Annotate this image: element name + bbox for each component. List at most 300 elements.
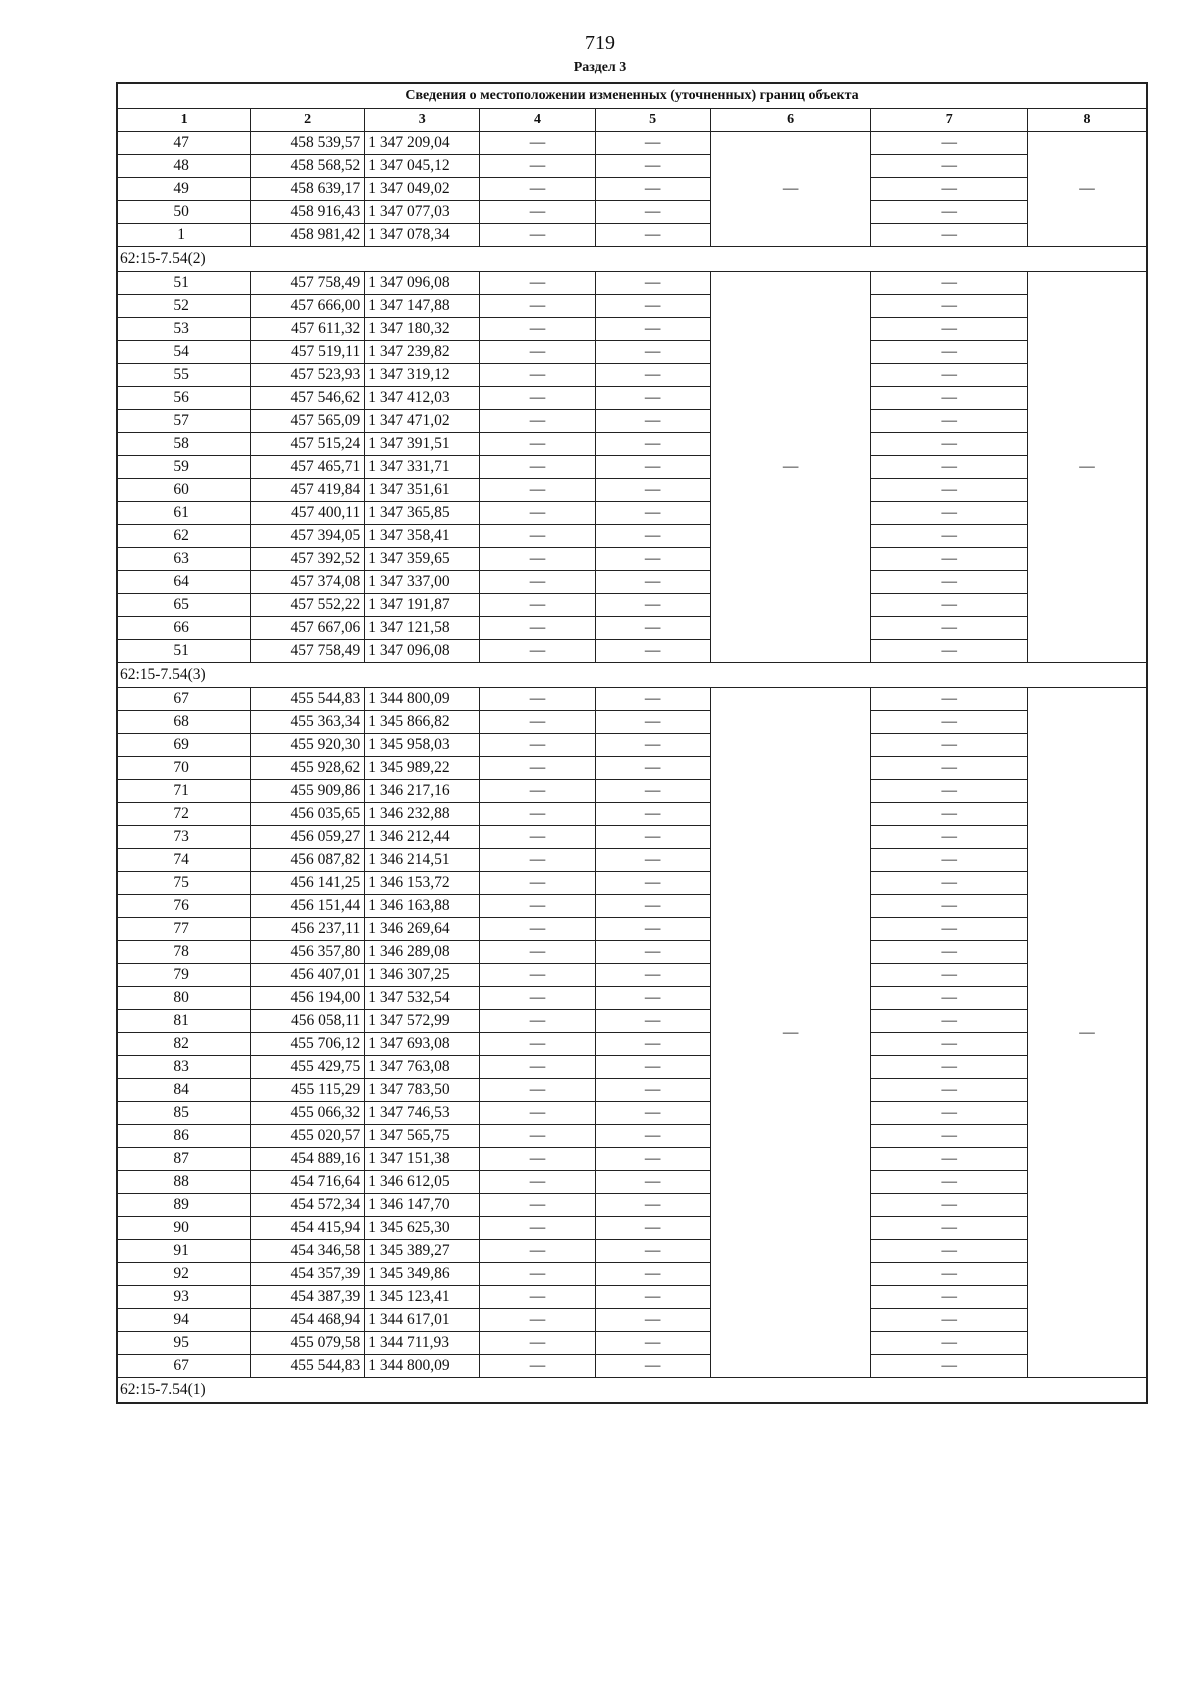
column-5-cell: — — [595, 1355, 710, 1378]
table-row — [117, 341, 1147, 364]
coordinate-x-cell: 455 920,30 — [251, 734, 365, 757]
column-5-cell: — — [595, 849, 710, 872]
coordinate-y-cell: 1 346 307,25 — [365, 964, 480, 987]
point-number-cell: 69 — [117, 734, 251, 757]
point-number-cell: 88 — [117, 1171, 251, 1194]
column-7-cell: — — [871, 1171, 1027, 1194]
coordinate-y-cell: 1 347 565,75 — [365, 1125, 480, 1148]
coordinate-y-cell: 1 347 471,02 — [365, 410, 480, 433]
point-number-cell: 89 — [117, 1194, 251, 1217]
coordinate-x-cell: 457 758,49 — [251, 640, 365, 663]
column-7-cell: — — [871, 571, 1027, 594]
table-row — [117, 895, 1147, 918]
coordinate-x-cell: 457 515,24 — [251, 433, 365, 456]
table-row — [117, 734, 1147, 757]
coordinate-y-cell: 1 347 331,71 — [365, 456, 480, 479]
coordinate-y-cell: 1 344 800,09 — [365, 1355, 480, 1378]
column-5-cell: — — [595, 201, 710, 224]
column-5-cell: — — [595, 224, 710, 247]
coordinate-x-cell: 454 889,16 — [251, 1148, 365, 1171]
coordinate-y-cell: 1 347 151,38 — [365, 1148, 480, 1171]
column-4-cell: — — [480, 456, 595, 479]
coordinate-x-cell: 455 020,57 — [251, 1125, 365, 1148]
point-number-cell: 67 — [117, 688, 251, 711]
column-7-cell: — — [871, 1125, 1027, 1148]
footer-label-row — [117, 1378, 1147, 1404]
column-4-cell: — — [480, 1033, 595, 1056]
point-number-cell: 95 — [117, 1332, 251, 1355]
table-row — [117, 964, 1147, 987]
column-4-cell: — — [480, 688, 595, 711]
column-4-cell: — — [480, 387, 595, 410]
column-4-cell: — — [480, 1240, 595, 1263]
point-number-cell: 94 — [117, 1309, 251, 1332]
table-row — [117, 594, 1147, 617]
column-4-cell: — — [480, 132, 595, 155]
column-7-cell: — — [871, 1217, 1027, 1240]
coordinate-y-cell: 1 347 096,08 — [365, 272, 480, 295]
point-number-cell: 72 — [117, 803, 251, 826]
table-row — [117, 1102, 1147, 1125]
coordinate-y-cell: 1 346 217,16 — [365, 780, 480, 803]
column-7-cell: — — [871, 1332, 1027, 1355]
column-4-cell: — — [480, 1010, 595, 1033]
column-5-cell: — — [595, 1309, 710, 1332]
coordinate-x-cell: 457 666,00 — [251, 295, 365, 318]
column-7-cell: — — [871, 711, 1027, 734]
column-7-cell: — — [871, 941, 1027, 964]
coordinate-x-cell: 456 194,00 — [251, 987, 365, 1010]
coordinate-y-cell: 1 347 693,08 — [365, 1033, 480, 1056]
column-7-cell: — — [871, 1102, 1027, 1125]
table-row — [117, 757, 1147, 780]
table-row — [117, 502, 1147, 525]
column-5-cell: — — [595, 1079, 710, 1102]
column-7-cell: — — [871, 757, 1027, 780]
column-header: 3 — [365, 109, 480, 132]
column-4-cell: — — [480, 826, 595, 849]
coordinate-x-cell: 454 716,64 — [251, 1171, 365, 1194]
coordinate-y-cell: 1 345 389,27 — [365, 1240, 480, 1263]
point-number-cell: 93 — [117, 1286, 251, 1309]
coordinate-x-cell: 454 415,94 — [251, 1217, 365, 1240]
coordinate-y-cell: 1 347 077,03 — [365, 201, 480, 224]
table-row — [117, 617, 1147, 640]
point-number-cell: 85 — [117, 1102, 251, 1125]
column-4-cell: — — [480, 155, 595, 178]
column-7-cell: — — [871, 1148, 1027, 1171]
column-7-cell: — — [871, 734, 1027, 757]
column-header: 5 — [595, 109, 710, 132]
column-4-cell: — — [480, 1217, 595, 1240]
table-row — [117, 224, 1147, 247]
point-number-cell: 60 — [117, 479, 251, 502]
column-4-cell: — — [480, 1056, 595, 1079]
coordinate-y-cell: 1 345 349,86 — [365, 1263, 480, 1286]
column-5-cell: — — [595, 1194, 710, 1217]
point-number-cell: 77 — [117, 918, 251, 941]
column-5-cell: — — [595, 734, 710, 757]
coordinate-x-cell: 456 357,80 — [251, 941, 365, 964]
column-4-cell: — — [480, 895, 595, 918]
column-4-cell: — — [480, 1286, 595, 1309]
column-7-cell: — — [871, 201, 1027, 224]
point-number-cell: 55 — [117, 364, 251, 387]
table-row — [117, 178, 1147, 201]
coordinate-y-cell: 1 347 365,85 — [365, 502, 480, 525]
coordinate-y-cell: 1 347 180,32 — [365, 318, 480, 341]
column-7-cell: — — [871, 1079, 1027, 1102]
table-row — [117, 387, 1147, 410]
coordinate-x-cell: 458 639,17 — [251, 178, 365, 201]
point-number-cell: 61 — [117, 502, 251, 525]
point-number-cell: 62 — [117, 525, 251, 548]
table-row — [117, 849, 1147, 872]
table-row — [117, 1033, 1147, 1056]
point-number-cell: 52 — [117, 295, 251, 318]
point-number-cell: 51 — [117, 272, 251, 295]
coordinate-y-cell: 1 347 045,12 — [365, 155, 480, 178]
column-4-cell: — — [480, 987, 595, 1010]
column-5-cell: — — [595, 479, 710, 502]
coordinate-x-cell: 456 141,25 — [251, 872, 365, 895]
column-5-cell: — — [595, 433, 710, 456]
column-5-cell: — — [595, 964, 710, 987]
table-row — [117, 1125, 1147, 1148]
column-7-cell: — — [871, 617, 1027, 640]
coordinate-y-cell: 1 345 866,82 — [365, 711, 480, 734]
column-5-cell: — — [595, 918, 710, 941]
column-5-cell: — — [595, 272, 710, 295]
column-5-cell: — — [595, 341, 710, 364]
coordinate-x-cell: 455 079,58 — [251, 1332, 365, 1355]
section-title: Раздел 3 — [573, 60, 627, 75]
table-row — [117, 987, 1147, 1010]
column-7-cell: — — [871, 1010, 1027, 1033]
column-7-cell: — — [871, 502, 1027, 525]
column-5-cell: — — [595, 895, 710, 918]
column-4-cell: — — [480, 1125, 595, 1148]
column-7-cell: — — [871, 132, 1027, 155]
column-4-cell: — — [480, 364, 595, 387]
coordinate-y-cell: 1 345 123,41 — [365, 1286, 480, 1309]
coordinate-x-cell: 454 387,39 — [251, 1286, 365, 1309]
column-5-cell: — — [595, 987, 710, 1010]
column-4-cell: — — [480, 318, 595, 341]
coordinate-y-cell: 1 347 319,12 — [365, 364, 480, 387]
column-7-cell: — — [871, 1194, 1027, 1217]
point-number-cell: 75 — [117, 872, 251, 895]
column-5-cell: — — [595, 548, 710, 571]
coordinate-y-cell: 1 347 191,87 — [365, 594, 480, 617]
coordinate-x-cell: 457 552,22 — [251, 594, 365, 617]
coordinate-x-cell: 454 346,58 — [251, 1240, 365, 1263]
coordinate-x-cell: 457 565,09 — [251, 410, 365, 433]
column-4-cell: — — [480, 711, 595, 734]
coordinate-x-cell: 456 059,27 — [251, 826, 365, 849]
column-header: 6 — [710, 109, 871, 132]
coordinate-y-cell: 1 347 351,61 — [365, 479, 480, 502]
coordinate-x-cell: 456 237,11 — [251, 918, 365, 941]
point-number-cell: 51 — [117, 640, 251, 663]
table-row — [117, 918, 1147, 941]
coordinate-x-cell: 457 546,62 — [251, 387, 365, 410]
coordinate-y-cell: 1 345 989,22 — [365, 757, 480, 780]
column-4-cell: — — [480, 178, 595, 201]
coordinate-x-cell: 454 357,39 — [251, 1263, 365, 1286]
table-row — [117, 295, 1147, 318]
group-label: 62:15-7.54(3) — [117, 663, 1147, 688]
column-7-cell: — — [871, 295, 1027, 318]
coordinate-x-cell: 457 374,08 — [251, 571, 365, 594]
point-number-cell: 54 — [117, 341, 251, 364]
column-7-cell: — — [871, 1056, 1027, 1079]
column-4-cell: — — [480, 272, 595, 295]
coordinate-x-cell: 458 916,43 — [251, 201, 365, 224]
column-4-cell: — — [480, 295, 595, 318]
coordinate-x-cell: 455 706,12 — [251, 1033, 365, 1056]
coordinate-x-cell: 458 568,52 — [251, 155, 365, 178]
coordinate-y-cell: 1 347 783,50 — [365, 1079, 480, 1102]
column-5-cell: — — [595, 410, 710, 433]
coordinate-x-cell: 456 058,11 — [251, 1010, 365, 1033]
coordinate-x-cell: 457 465,71 — [251, 456, 365, 479]
point-number-cell: 68 — [117, 711, 251, 734]
column-4-cell: — — [480, 617, 595, 640]
point-number-cell: 79 — [117, 964, 251, 987]
column-7-cell: — — [871, 341, 1027, 364]
coordinate-y-cell: 1 347 359,65 — [365, 548, 480, 571]
group-label-row — [117, 663, 1147, 688]
table-row — [117, 1240, 1147, 1263]
table-row — [117, 318, 1147, 341]
point-number-cell: 86 — [117, 1125, 251, 1148]
column-5-cell: — — [595, 155, 710, 178]
point-number-cell: 56 — [117, 387, 251, 410]
coordinate-y-cell: 1 347 078,34 — [365, 224, 480, 247]
table-row — [117, 941, 1147, 964]
coordinate-x-cell: 457 394,05 — [251, 525, 365, 548]
coordinate-y-cell: 1 346 153,72 — [365, 872, 480, 895]
table-row — [117, 1194, 1147, 1217]
column-7-cell: — — [871, 1263, 1027, 1286]
coordinate-x-cell: 456 151,44 — [251, 895, 365, 918]
column-5-cell: — — [595, 1332, 710, 1355]
column-header-row — [117, 109, 1147, 132]
coordinate-x-cell: 457 758,49 — [251, 272, 365, 295]
coordinate-x-cell: 457 419,84 — [251, 479, 365, 502]
column-header: 7 — [871, 109, 1027, 132]
coordinate-y-cell: 1 344 617,01 — [365, 1309, 480, 1332]
column-5-cell: — — [595, 178, 710, 201]
column-7-cell: — — [871, 433, 1027, 456]
point-number-cell: 65 — [117, 594, 251, 617]
column-7-cell: — — [871, 1286, 1027, 1309]
point-number-cell: 82 — [117, 1033, 251, 1056]
point-number-cell: 47 — [117, 132, 251, 155]
point-number-cell: 66 — [117, 617, 251, 640]
coordinate-y-cell: 1 347 391,51 — [365, 433, 480, 456]
column-5-cell: — — [595, 132, 710, 155]
column-4-cell: — — [480, 803, 595, 826]
point-number-cell: 58 — [117, 433, 251, 456]
point-number-cell: 53 — [117, 318, 251, 341]
point-number-cell: 59 — [117, 456, 251, 479]
column-7-cell: — — [871, 918, 1027, 941]
table-row — [117, 1217, 1147, 1240]
coordinate-x-cell: 455 544,83 — [251, 688, 365, 711]
coordinate-y-cell: 1 346 212,44 — [365, 826, 480, 849]
column-header: 1 — [117, 109, 251, 132]
column-4-cell: — — [480, 525, 595, 548]
column-7-cell: — — [871, 688, 1027, 711]
table-row — [117, 132, 1147, 155]
coordinate-y-cell: 1 347 358,41 — [365, 525, 480, 548]
column-4-cell: — — [480, 548, 595, 571]
coordinate-y-cell: 1 344 800,09 — [365, 688, 480, 711]
column-header: 4 — [480, 109, 595, 132]
column-8-merged-cell: — — [1027, 272, 1147, 663]
column-5-cell: — — [595, 1010, 710, 1033]
coordinate-x-cell: 457 611,32 — [251, 318, 365, 341]
point-number-cell: 73 — [117, 826, 251, 849]
boundary-coordinates-table — [116, 82, 1148, 1404]
coordinate-y-cell: 1 347 763,08 — [365, 1056, 480, 1079]
column-5-cell: — — [595, 387, 710, 410]
column-5-cell: — — [595, 640, 710, 663]
column-4-cell: — — [480, 594, 595, 617]
point-number-cell: 90 — [117, 1217, 251, 1240]
coordinate-x-cell: 454 468,94 — [251, 1309, 365, 1332]
column-5-cell: — — [595, 1217, 710, 1240]
column-7-cell: — — [871, 594, 1027, 617]
column-7-cell: — — [871, 826, 1027, 849]
column-4-cell: — — [480, 1102, 595, 1125]
column-7-cell: — — [871, 1240, 1027, 1263]
column-4-cell: — — [480, 201, 595, 224]
coordinate-x-cell: 455 066,32 — [251, 1102, 365, 1125]
table-row — [117, 1286, 1147, 1309]
column-7-cell: — — [871, 410, 1027, 433]
column-5-cell: — — [595, 688, 710, 711]
table-row — [117, 1263, 1147, 1286]
table-row — [117, 872, 1147, 895]
column-7-cell: — — [871, 872, 1027, 895]
column-4-cell: — — [480, 1332, 595, 1355]
column-5-cell: — — [595, 1056, 710, 1079]
table-row — [117, 155, 1147, 178]
table-row — [117, 688, 1147, 711]
coordinate-x-cell: 458 539,57 — [251, 132, 365, 155]
column-header: 8 — [1027, 109, 1147, 132]
table-row — [117, 1171, 1147, 1194]
column-5-cell: — — [595, 594, 710, 617]
group-label: 62:15-7.54(2) — [117, 247, 1147, 272]
column-5-cell: — — [595, 1286, 710, 1309]
coordinate-y-cell: 1 347 147,88 — [365, 295, 480, 318]
table-body — [117, 83, 1147, 1403]
coordinate-y-cell: 1 344 711,93 — [365, 1332, 480, 1355]
column-4-cell: — — [480, 964, 595, 987]
point-number-cell: 48 — [117, 155, 251, 178]
column-7-cell: — — [871, 178, 1027, 201]
coordinate-y-cell: 1 347 337,00 — [365, 571, 480, 594]
column-5-cell: — — [595, 803, 710, 826]
table-row — [117, 640, 1147, 663]
coordinate-y-cell: 1 347 096,08 — [365, 640, 480, 663]
column-5-cell: — — [595, 711, 710, 734]
column-4-cell: — — [480, 780, 595, 803]
column-7-cell: — — [871, 155, 1027, 178]
coordinate-x-cell: 457 523,93 — [251, 364, 365, 387]
point-number-cell: 83 — [117, 1056, 251, 1079]
point-number-cell: 1 — [117, 224, 251, 247]
coordinate-y-cell: 1 347 412,03 — [365, 387, 480, 410]
column-4-cell: — — [480, 849, 595, 872]
coordinate-x-cell: 455 363,34 — [251, 711, 365, 734]
column-7-cell: — — [871, 1355, 1027, 1378]
coordinate-y-cell: 1 347 572,99 — [365, 1010, 480, 1033]
column-5-cell: — — [595, 826, 710, 849]
table-row — [117, 571, 1147, 594]
column-4-cell: — — [480, 1148, 595, 1171]
column-7-cell: — — [871, 964, 1027, 987]
column-4-cell: — — [480, 1309, 595, 1332]
coordinate-y-cell: 1 346 269,64 — [365, 918, 480, 941]
column-5-cell: — — [595, 318, 710, 341]
table-row — [117, 272, 1147, 295]
column-7-cell: — — [871, 272, 1027, 295]
table-title: Сведения о местоположении измененных (уточненных) границ объекта — [117, 83, 1147, 109]
column-7-cell: — — [871, 364, 1027, 387]
point-number-cell: 57 — [117, 410, 251, 433]
table-row — [117, 803, 1147, 826]
column-7-cell: — — [871, 387, 1027, 410]
column-5-cell: — — [595, 1240, 710, 1263]
column-5-cell: — — [595, 1148, 710, 1171]
table-row — [117, 525, 1147, 548]
column-5-cell: — — [595, 780, 710, 803]
column-4-cell: — — [480, 1194, 595, 1217]
table-row — [117, 780, 1147, 803]
table-row — [117, 410, 1147, 433]
column-6-merged-cell: — — [710, 688, 871, 1378]
coordinate-x-cell: 454 572,34 — [251, 1194, 365, 1217]
point-number-cell: 64 — [117, 571, 251, 594]
column-7-cell: — — [871, 1033, 1027, 1056]
table-row — [117, 1056, 1147, 1079]
coordinate-y-cell: 1 347 209,04 — [365, 132, 480, 155]
column-5-cell: — — [595, 617, 710, 640]
coordinate-y-cell: 1 346 147,70 — [365, 1194, 480, 1217]
coordinate-x-cell: 455 115,29 — [251, 1079, 365, 1102]
coordinate-x-cell: 458 981,42 — [251, 224, 365, 247]
column-7-cell: — — [871, 318, 1027, 341]
column-7-cell: — — [871, 987, 1027, 1010]
coordinate-x-cell: 457 519,11 — [251, 341, 365, 364]
coordinate-y-cell: 1 346 232,88 — [365, 803, 480, 826]
point-number-cell: 78 — [117, 941, 251, 964]
table-row — [117, 1355, 1147, 1378]
column-5-cell: — — [595, 571, 710, 594]
coordinate-x-cell: 456 087,82 — [251, 849, 365, 872]
table-row — [117, 479, 1147, 502]
point-number-cell: 49 — [117, 178, 251, 201]
point-number-cell: 70 — [117, 757, 251, 780]
page-number: 719 — [585, 32, 615, 54]
coordinate-x-cell: 457 392,52 — [251, 548, 365, 571]
column-7-cell: — — [871, 548, 1027, 571]
